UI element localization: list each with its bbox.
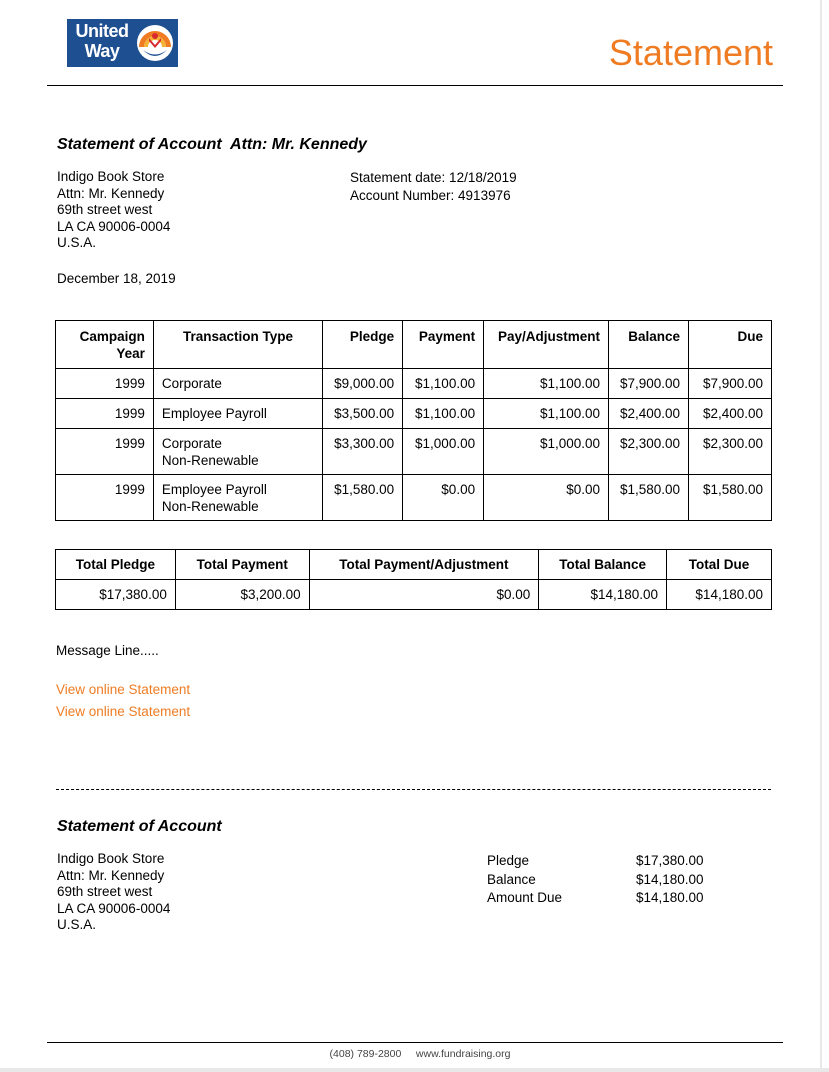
table-row [56, 399, 772, 429]
view-online-statement-link[interactable]: View online Statement [56, 704, 191, 719]
remittance-heading: Statement of Account [57, 818, 222, 835]
cell-pledge: $1,580.00 [323, 475, 403, 521]
statement-meta [350, 169, 517, 204]
cell-pledge: $3,500.00 [323, 399, 403, 429]
cell-payment: $1,000.00 [403, 429, 484, 475]
column-header: Total Pledge [56, 550, 176, 580]
logo-wordmark [70, 21, 134, 61]
cell-payment: $1,100.00 [403, 369, 484, 399]
total-adjustment: $0.00 [309, 580, 539, 610]
column-header: Transaction Type [153, 321, 322, 369]
cell-pledge: $9,000.00 [323, 369, 403, 399]
cell-balance: $2,300.00 [609, 429, 689, 475]
column-header: Campaign Year [56, 321, 154, 369]
column-header: Due [689, 321, 772, 369]
table-row [56, 369, 772, 399]
summary-label: Amount Due [487, 890, 563, 905]
cell-adjustment: $1,100.00 [484, 399, 609, 429]
cell-balance: $1,580.00 [609, 475, 689, 521]
address-line: Indigo Book Store [57, 851, 165, 866]
logo-line-1: United [75, 21, 129, 41]
total-balance: $14,180.00 [539, 580, 667, 610]
footer [0, 1048, 829, 1060]
totals-table [55, 549, 772, 610]
address-line: 69th street west [57, 884, 153, 899]
view-online-statement-link[interactable]: View online Statement [56, 682, 191, 697]
summary-label: Pledge [487, 853, 530, 868]
cell-due: $7,900.00 [689, 369, 772, 399]
type-line: Employee Payroll [161, 482, 267, 497]
totals-row [56, 580, 772, 610]
totals-header-row [56, 550, 772, 580]
address-line: 69th street west [57, 202, 153, 217]
column-header: Pledge [323, 321, 403, 369]
united-way-logo [67, 19, 178, 67]
summary-value: $14,180.00 [636, 890, 704, 905]
column-header: Pay/Adjustment [484, 321, 609, 369]
type-line-2: Non-Renewable [161, 452, 259, 468]
summary-row [487, 871, 704, 890]
total-pledge: $17,380.00 [56, 580, 176, 610]
recipient-address [57, 169, 170, 252]
column-header: Total Payment [175, 550, 309, 580]
hand-rainbow-icon [135, 23, 175, 63]
logo-line-2: Way [84, 41, 120, 61]
table-row [56, 429, 772, 475]
address-line: U.S.A. [57, 917, 97, 932]
message-line: Message Line..... [56, 643, 159, 658]
summary-label: Balance [487, 871, 536, 887]
cell-type [153, 369, 322, 399]
address-line: Indigo Book Store [57, 169, 165, 184]
cell-year: 1999 [56, 369, 154, 399]
cell-year: 1999 [56, 429, 154, 475]
footer-divider [47, 1042, 783, 1043]
statement-date: Statement date: 12/18/2019 [350, 170, 517, 185]
cell-pledge: $3,300.00 [323, 429, 403, 475]
transactions-table [55, 320, 772, 521]
cell-type [153, 429, 322, 475]
table-header-row [56, 321, 772, 369]
type-line: Corporate [161, 436, 222, 451]
cell-due: $2,400.00 [689, 399, 772, 429]
cell-payment: $0.00 [403, 475, 484, 521]
total-payment: $3,200.00 [175, 580, 309, 610]
address-line: LA CA 90006-0004 [57, 900, 171, 916]
column-header: Total Payment/Adjustment [309, 550, 539, 580]
type-line: Employee Payroll [161, 406, 267, 421]
remittance-address [57, 851, 170, 934]
cell-adjustment: $1,100.00 [484, 369, 609, 399]
tear-off-divider [56, 789, 771, 790]
cell-due: $2,300.00 [689, 429, 772, 475]
document-title: Statement [608, 32, 773, 73]
letter-date: December 18, 2019 [57, 271, 176, 286]
cell-balance: $2,400.00 [609, 399, 689, 429]
summary-value: $14,180.00 [636, 871, 704, 887]
column-header: Payment [403, 321, 484, 369]
cell-payment: $1,100.00 [403, 399, 484, 429]
address-line: Attn: Mr. Kennedy [57, 867, 165, 883]
cell-due: $1,580.00 [689, 475, 772, 521]
statement-heading: Statement of Account Attn: Mr. Kennedy [57, 136, 367, 153]
table-row [56, 475, 772, 521]
footer-phone: (408) 789-2800 [329, 1048, 402, 1060]
header-divider [47, 85, 783, 86]
footer-website: www.fundraising.org [415, 1048, 511, 1060]
remittance-summary [487, 852, 704, 908]
column-header: Balance [609, 321, 689, 369]
column-header: Total Balance [539, 550, 667, 580]
summary-row [487, 889, 704, 908]
account-number: Account Number: 4913976 [350, 187, 511, 203]
total-due: $14,180.00 [667, 580, 772, 610]
cell-type [153, 399, 322, 429]
cell-year: 1999 [56, 475, 154, 521]
page-edge [820, 0, 822, 1072]
column-header: Total Due [667, 550, 772, 580]
type-line: Corporate [161, 376, 222, 391]
address-line: LA CA 90006-0004 [57, 218, 171, 234]
page-edge [0, 1068, 829, 1072]
address-line: Attn: Mr. Kennedy [57, 185, 165, 201]
type-line-2: Non-Renewable [161, 498, 259, 514]
address-line: U.S.A. [57, 235, 97, 250]
cell-balance: $7,900.00 [609, 369, 689, 399]
summary-row [487, 852, 704, 871]
cell-type [153, 475, 322, 521]
summary-value: $17,380.00 [636, 853, 704, 868]
cell-adjustment: $1,000.00 [484, 429, 609, 475]
cell-adjustment: $0.00 [484, 475, 609, 521]
cell-year: 1999 [56, 399, 154, 429]
